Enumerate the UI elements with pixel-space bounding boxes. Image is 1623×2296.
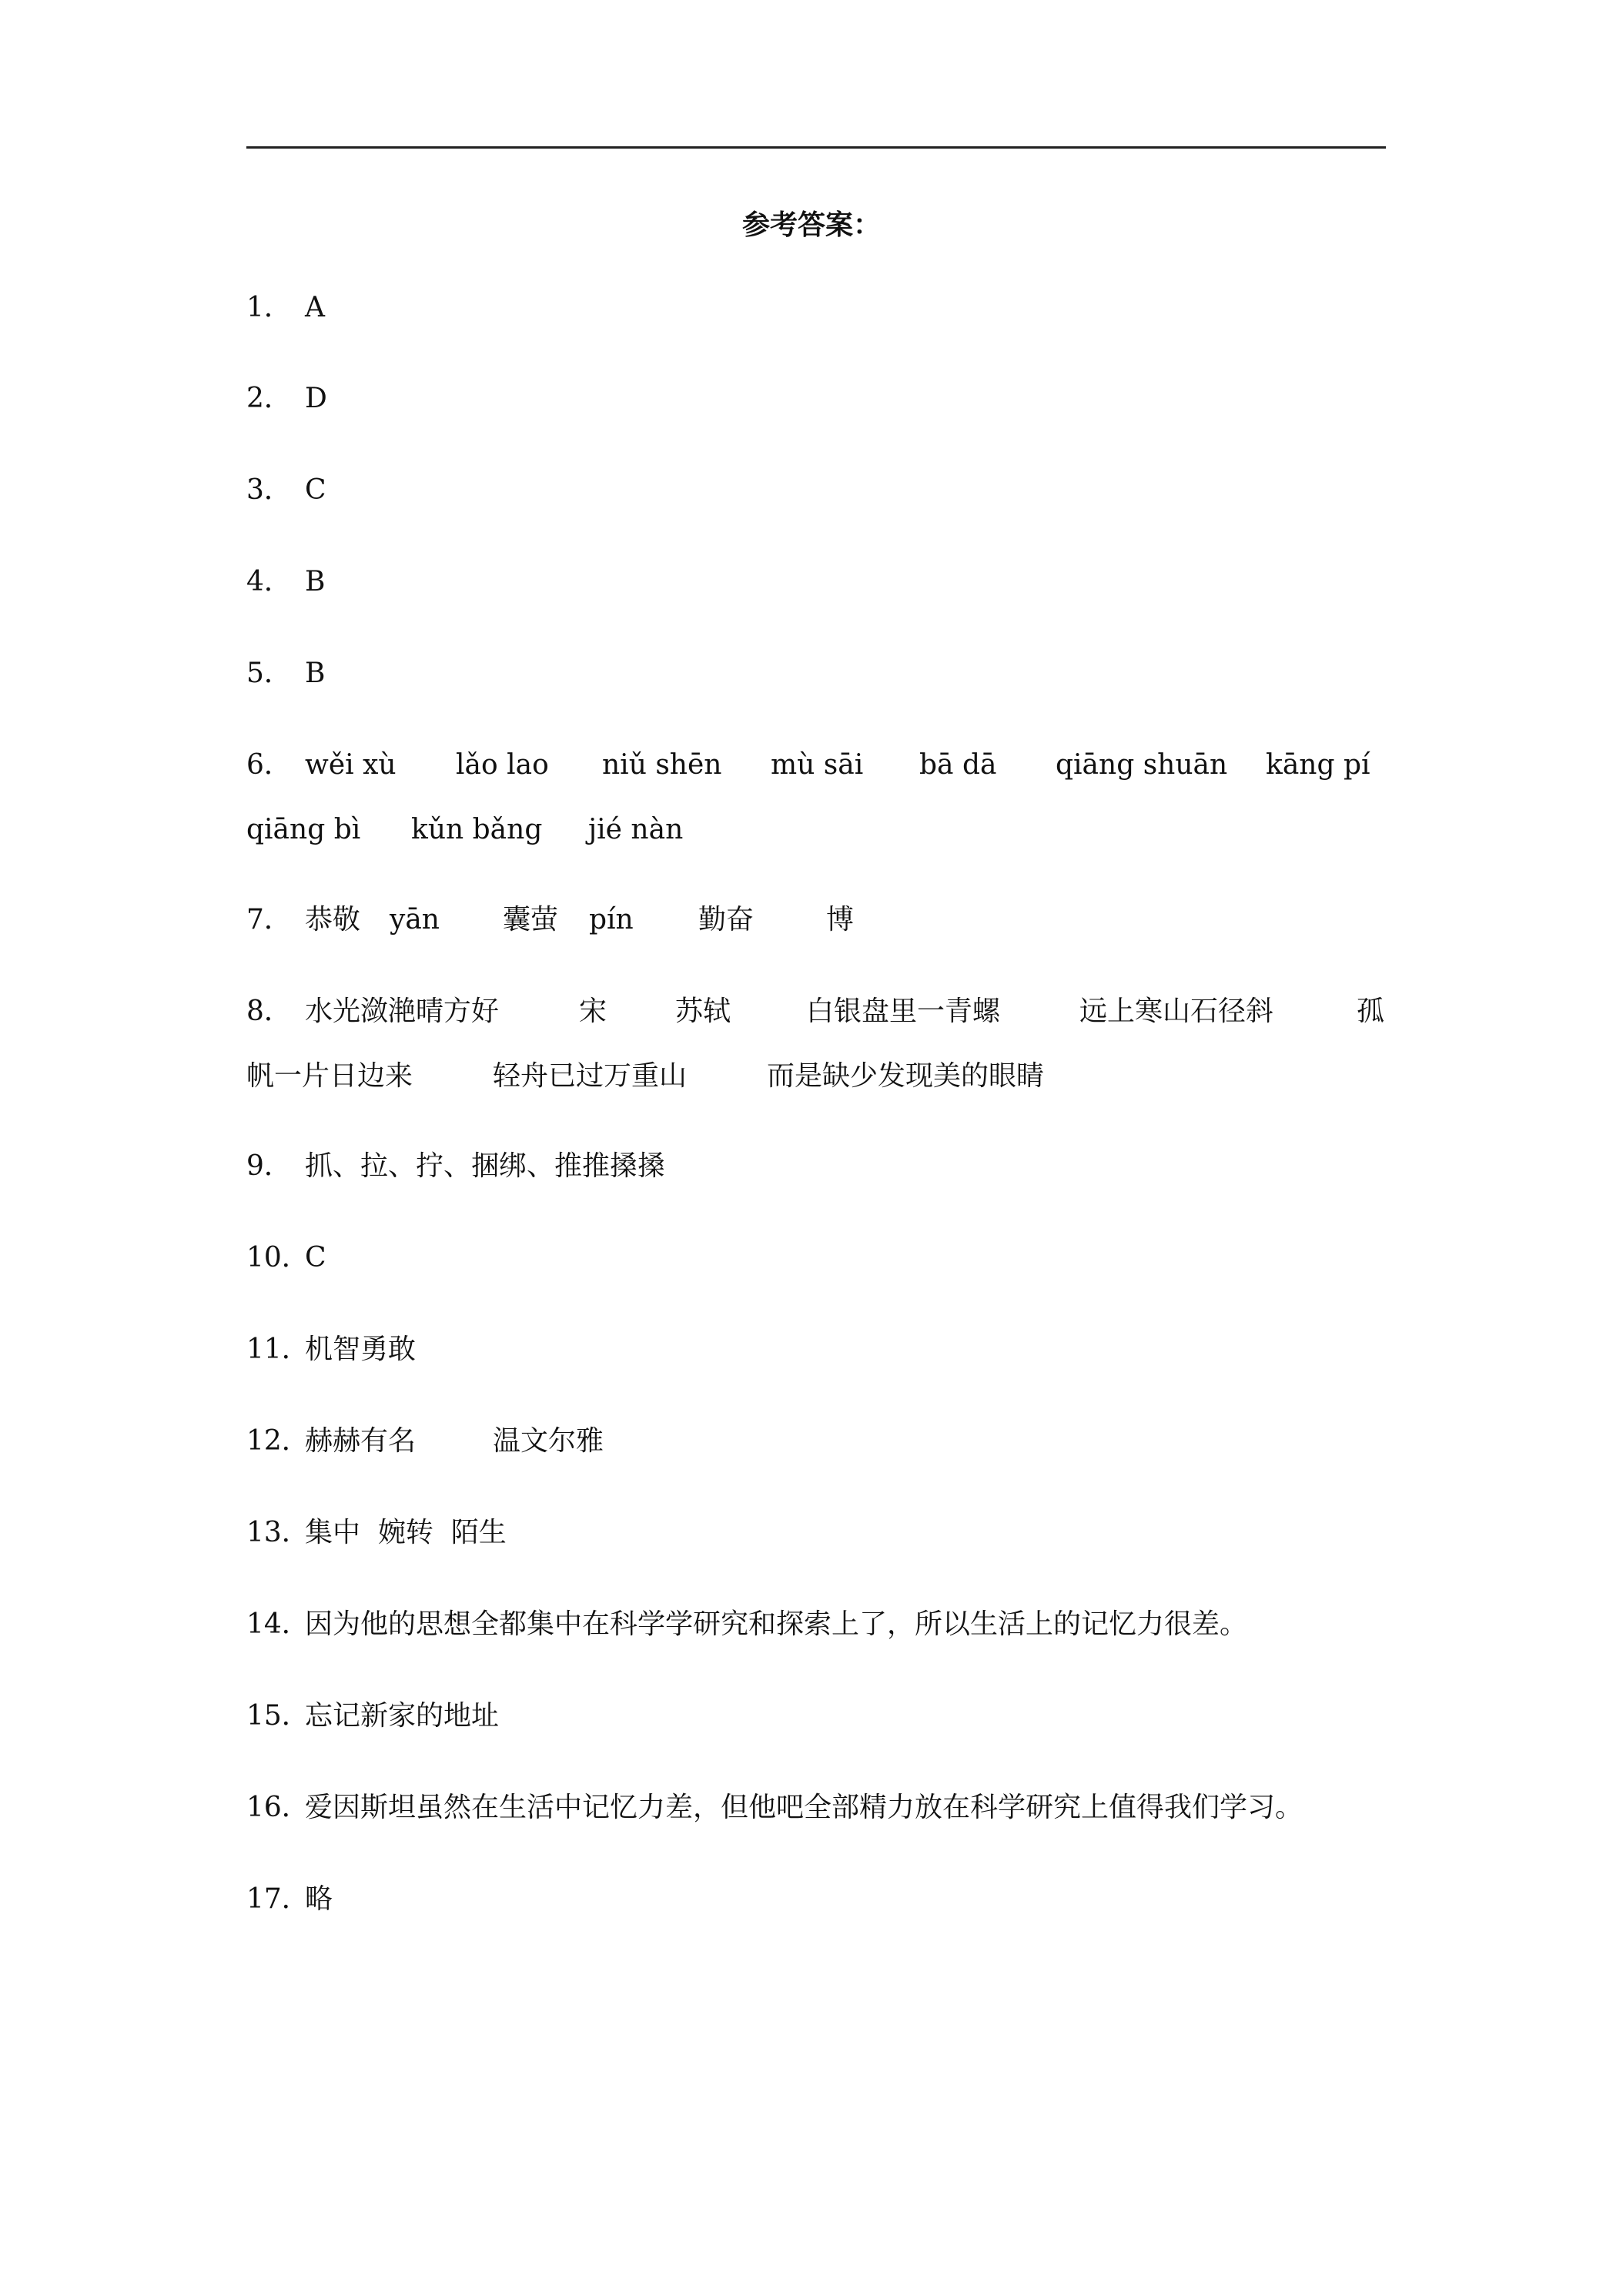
pinyin-item: kāng pí [1266, 749, 1370, 781]
pinyin-item: niǔ shēn [602, 749, 722, 781]
answer-8-continued [246, 1053, 1386, 1099]
answer-text: 忘记新家的地址 [305, 1700, 500, 1732]
answer-text: 略 [305, 1883, 333, 1915]
answer-text: C [305, 474, 326, 506]
answer-number: 7． [246, 904, 292, 935]
answer-16 [246, 1785, 1386, 1831]
answer-item: 白银盘里一青螺 [806, 996, 1001, 1027]
pinyin-item: qiāng bì [246, 814, 361, 845]
page-title: 参考答案： [741, 209, 881, 241]
answer-7 [246, 897, 1386, 943]
answer-17 [246, 1876, 1386, 1923]
answer-item: 宋 [579, 996, 607, 1027]
pinyin-item: wěi xù [305, 749, 397, 781]
answer-number: 13． [246, 1517, 310, 1548]
answer-item: 帆一片日边来 [246, 1060, 413, 1092]
answer-10 [246, 1235, 1386, 1281]
answer-text: D [305, 383, 327, 414]
answer-text: C [305, 1242, 326, 1274]
answer-number: 11． [246, 1334, 310, 1365]
answer-number: 14． [246, 1608, 310, 1640]
answer-number: 12． [246, 1425, 310, 1457]
answer-text: 集中 婉转 陌生 [305, 1517, 507, 1548]
answer-6 [246, 742, 1386, 788]
answer-1 [246, 285, 1386, 331]
answer-14 [246, 1602, 1386, 1648]
answer-item: 恭敬 [305, 904, 361, 935]
answer-number: 4． [246, 566, 292, 597]
answer-8 [246, 989, 1386, 1035]
answer-item: 轻舟已过万重山 [493, 1060, 688, 1092]
answer-6-continued [246, 807, 1386, 853]
pinyin-item: mù sāi [771, 749, 864, 781]
answer-number: 6． [246, 749, 292, 781]
answer-13 [246, 1510, 1386, 1556]
answer-3 [246, 467, 1386, 514]
answer-item: 博 [826, 904, 855, 935]
answer-text: 爱因斯坦虽然在生活中记忆力差，但他吧全部精力放在科学研究上值得我们学习。 [305, 1792, 1303, 1823]
answer-number: 1． [246, 292, 292, 323]
answer-item: pín [589, 904, 634, 935]
pinyin-item: jié nàn [588, 814, 684, 845]
answer-text: 抓、拉、拧、捆绑、推推搡搡 [305, 1150, 666, 1182]
answer-text: B [305, 658, 326, 689]
answer-item: 水光潋滟晴方好 [305, 996, 500, 1027]
answer-item: 囊萤 [503, 904, 559, 935]
answer-number: 8． [246, 996, 292, 1027]
answer-number: 2． [246, 383, 292, 414]
answer-number: 9． [246, 1150, 292, 1182]
answer-15 [246, 1693, 1386, 1739]
pinyin-item: bā dā [919, 749, 997, 781]
answer-item: 赫赫有名 [305, 1425, 417, 1457]
answer-number: 15． [246, 1700, 310, 1732]
answer-text: 机智勇敢 [305, 1334, 417, 1365]
answer-number: 3． [246, 474, 292, 506]
answer-item: 而是缺少发现美的眼睛 [767, 1060, 1045, 1092]
answer-11 [246, 1327, 1386, 1373]
header-rule [246, 146, 1386, 149]
answer-number: 17． [246, 1883, 310, 1915]
answer-number: 5． [246, 658, 292, 689]
answer-text: 因为他的思想全都集中在科学学研究和探索上了，所以生活上的记忆力很差。 [305, 1608, 1248, 1640]
answer-number: 16． [246, 1792, 310, 1823]
answer-5 [246, 651, 1386, 697]
pinyin-item: lǎo lao [456, 749, 549, 781]
answer-number: 10． [246, 1242, 310, 1274]
answer-9 [246, 1143, 1386, 1190]
answer-item: 温文尔雅 [493, 1425, 604, 1457]
answer-12 [246, 1418, 1386, 1464]
answer-text: B [305, 566, 326, 597]
answer-2 [246, 376, 1386, 422]
answer-item: 孤 [1357, 996, 1385, 1027]
answer-item: 苏轼 [675, 996, 731, 1027]
answer-4 [246, 559, 1386, 605]
pinyin-item: qiāng shuān [1056, 749, 1228, 781]
answer-item: 远上寒山石径斜 [1079, 996, 1274, 1027]
pinyin-item: kǔn bǎng [411, 814, 543, 845]
answer-item: 勤奋 [698, 904, 755, 935]
answer-text: A [305, 292, 325, 323]
answer-item: yān [390, 904, 440, 935]
